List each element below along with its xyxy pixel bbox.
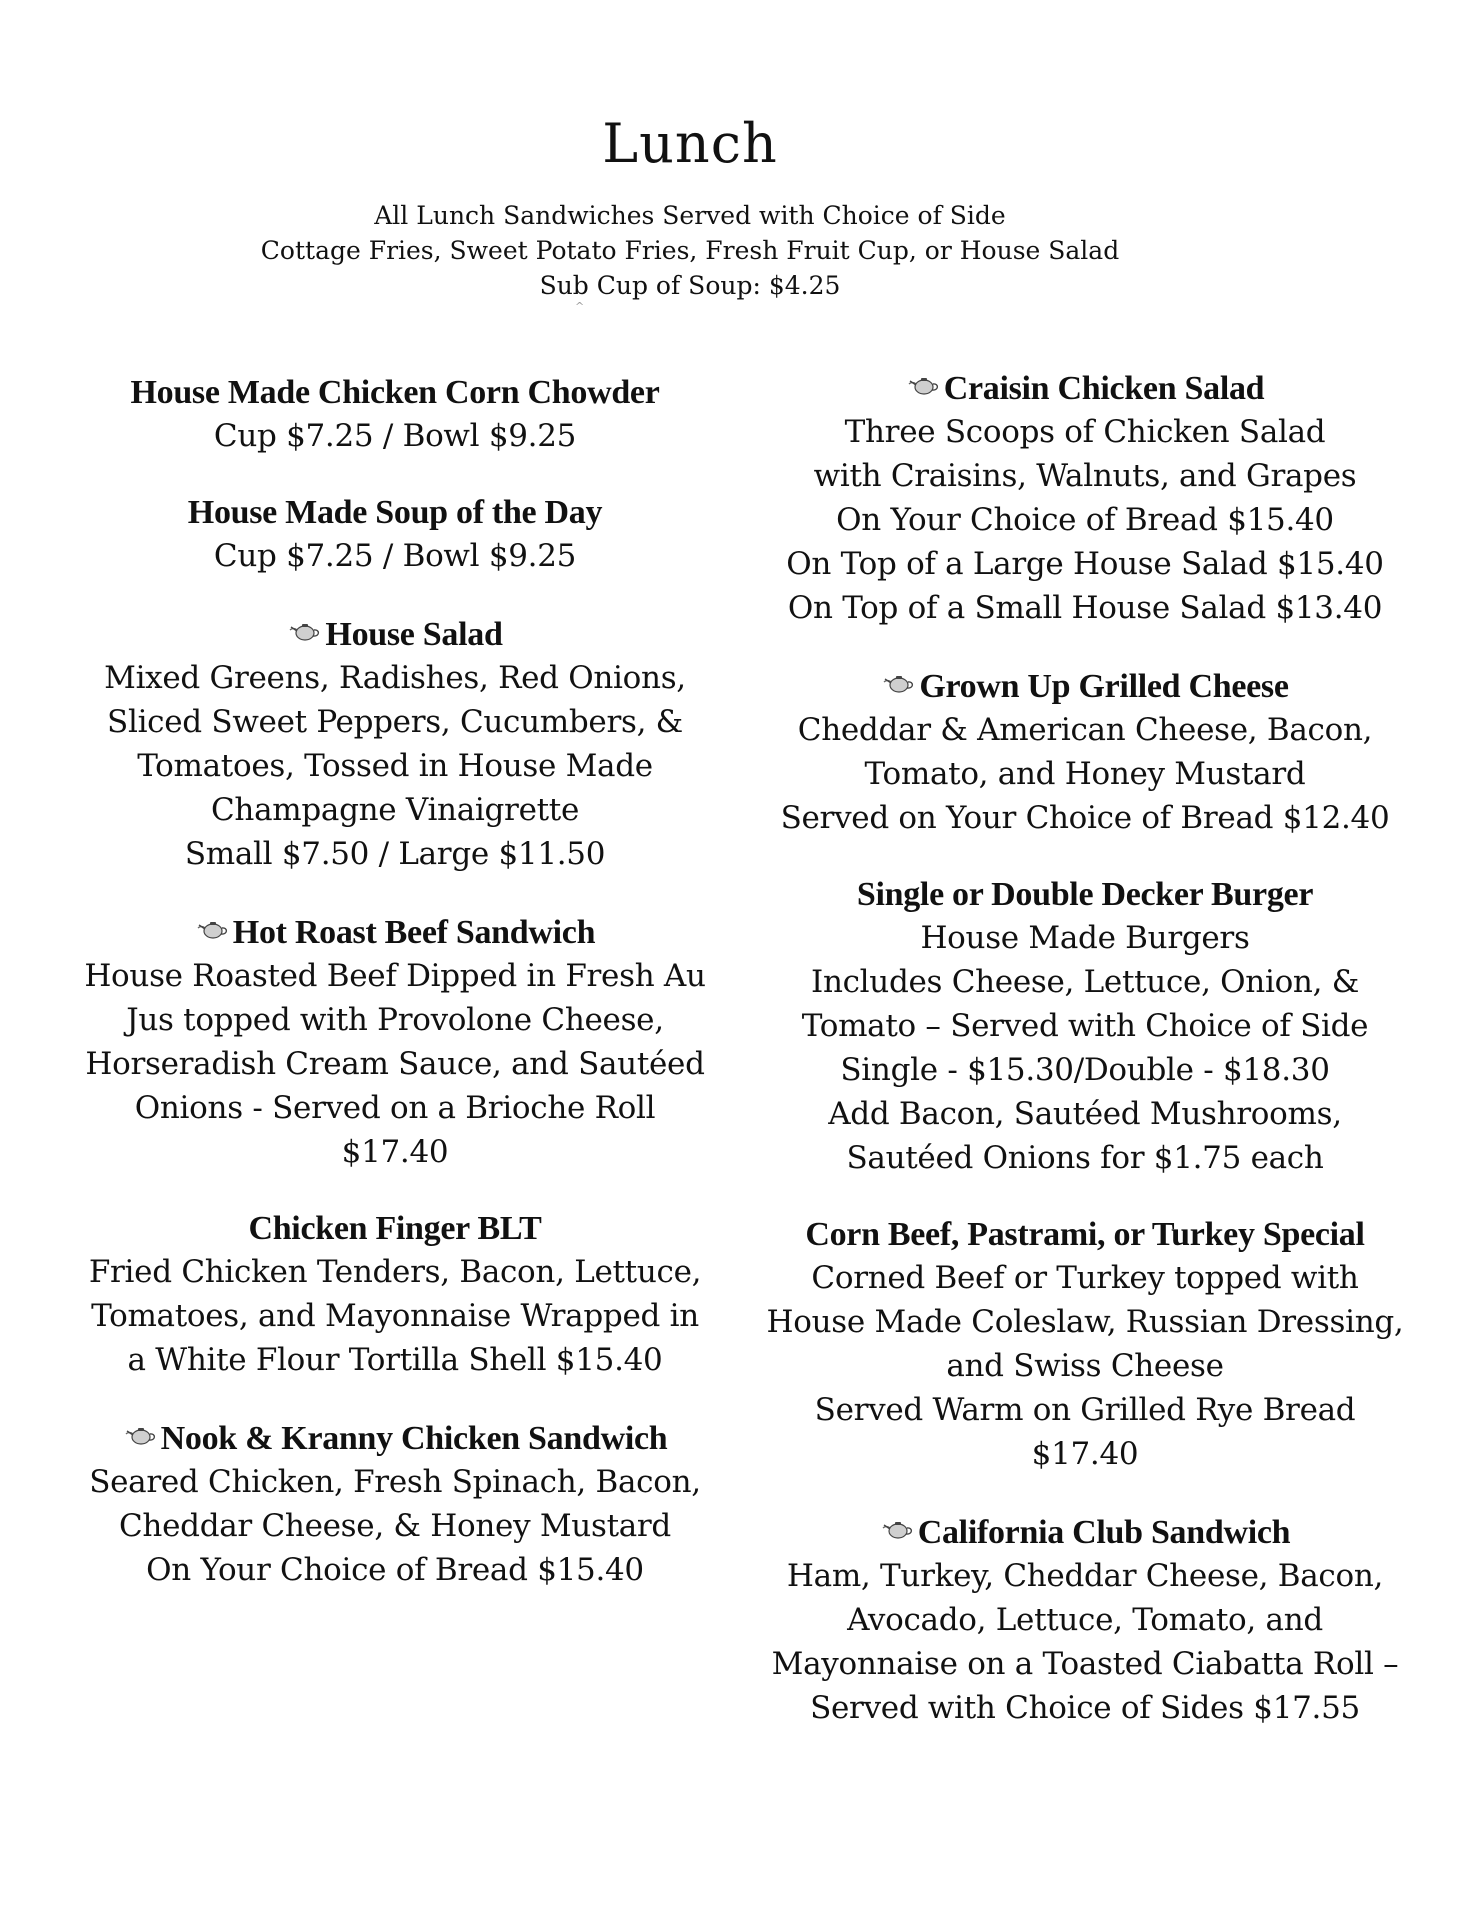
teapot-icon xyxy=(881,664,917,686)
menu-item-description: Tomato – Served with Choice of Side xyxy=(801,1008,1369,1044)
menu-item-description: Single - $15.30/Double - $18.30 xyxy=(840,1052,1330,1088)
menu-item-description: Corned Beef or Turkey topped with xyxy=(811,1260,1359,1296)
menu-item-description: House Roasted Beef Dipped in Fresh Au xyxy=(84,958,706,994)
menu-item-name-text: Chicken Finger BLT xyxy=(248,1210,542,1247)
menu-item-name xyxy=(70,612,720,656)
teapot-icon xyxy=(287,612,323,634)
menu-item-description: Add Bacon, Sautéed Mushrooms, xyxy=(828,1096,1342,1132)
menu-item-description: On Top of a Large House Salad $15.40 xyxy=(786,546,1384,582)
menu-item-description: Served with Choice of Sides $17.55 xyxy=(810,1690,1360,1726)
menu-item xyxy=(70,372,720,458)
menu-item-description: and Swiss Cheese xyxy=(946,1348,1224,1384)
menu-item-name xyxy=(760,366,1410,410)
menu-item-description: Cheddar Cheese, & Honey Mustard xyxy=(119,1508,671,1544)
menu-item-description: On Your Choice of Bread $15.40 xyxy=(836,502,1334,538)
menu-item xyxy=(760,1510,1410,1730)
menu-item-name xyxy=(70,1208,720,1250)
menu-item-name-text: Corn Beef, Pastrami, or Turkey Special xyxy=(805,1216,1365,1253)
menu-item-description: Fried Chicken Tenders, Bacon, Lettuce, xyxy=(88,1254,702,1290)
menu-item-description: Sliced Sweet Peppers, Cucumbers, & xyxy=(107,704,683,740)
menu-item-name-text: Hot Roast Beef Sandwich xyxy=(232,914,596,951)
menu-item-name-text: Single or Double Decker Burger xyxy=(856,876,1314,913)
menu-item-description: with Craisins, Walnuts, and Grapes xyxy=(813,458,1357,494)
teapot-icon xyxy=(880,1510,916,1532)
menu-item xyxy=(760,1214,1410,1476)
menu-item-name xyxy=(70,910,720,954)
left-menu-column xyxy=(70,372,720,1626)
menu-item-name-text: Craisin Chicken Salad xyxy=(943,370,1265,407)
menu-item-description: a White Flour Tortilla Shell $15.40 xyxy=(127,1342,663,1378)
menu-item-description: $17.40 xyxy=(1031,1436,1139,1472)
menu-item-name xyxy=(760,1214,1410,1256)
menu-item-name-text: House Made Chicken Corn Chowder xyxy=(130,374,660,411)
menu-item-description: Ham, Turkey, Cheddar Cheese, Bacon, xyxy=(786,1558,1384,1594)
menu-item-description: Tomatoes, Tossed in House Made xyxy=(137,748,653,784)
menu-item-description: Cup $7.25 / Bowl $9.25 xyxy=(213,418,577,454)
menu-item-description: On Top of a Small House Salad $13.40 xyxy=(787,590,1383,626)
menu-item-description: Sautéed Onions for $1.75 each xyxy=(846,1140,1324,1176)
menu-item xyxy=(70,910,720,1174)
menu-item-description: Mayonnaise on a Toasted Ciabatta Roll – xyxy=(771,1646,1399,1682)
menu-item-description: Tomato, and Honey Mustard xyxy=(864,756,1306,792)
menu-item-description: Served Warm on Grilled Rye Bread xyxy=(814,1392,1356,1428)
menu-item-description: Cheddar & American Cheese, Bacon, xyxy=(797,712,1373,748)
menu-item-name-text: House Salad xyxy=(325,616,503,653)
menu-item-name xyxy=(70,1416,720,1460)
menu-item-description: Served on Your Choice of Bread $12.40 xyxy=(780,800,1390,836)
menu-item-description: On Your Choice of Bread $15.40 xyxy=(146,1552,644,1588)
menu-item-name xyxy=(70,492,720,534)
menu-item-name xyxy=(760,1510,1410,1554)
menu-item-description: Cup $7.25 / Bowl $9.25 xyxy=(213,538,577,574)
subtitle-line: All Lunch Sandwiches Served with Choice of Side xyxy=(374,201,1006,230)
menu-item-description: $17.40 xyxy=(341,1134,449,1170)
menu-item-description: Includes Cheese, Lettuce, Onion, & xyxy=(811,964,1359,1000)
menu-item xyxy=(760,874,1410,1180)
menu-item-name xyxy=(70,372,720,414)
menu-item xyxy=(70,1208,720,1382)
menu-item-name-text: California Club Sandwich xyxy=(917,1514,1291,1551)
teapot-icon xyxy=(906,366,942,388)
menu-item-name-text: House Made Soup of the Day xyxy=(187,494,603,531)
menu-item-description: Three Scoops of Chicken Salad xyxy=(844,414,1326,450)
menu-item-description: Avocado, Lettuce, Tomato, and xyxy=(847,1602,1323,1638)
menu-item-name-text: Nook & Kranny Chicken Sandwich xyxy=(160,1420,668,1457)
teapot-icon xyxy=(123,1416,159,1438)
menu-item-description: House Made Burgers xyxy=(920,920,1250,956)
menu-item-description: Onions - Served on a Brioche Roll xyxy=(134,1090,656,1126)
menu-item-name-text: Grown Up Grilled Cheese xyxy=(919,668,1289,705)
menu-item xyxy=(70,1416,720,1592)
menu-item-description: Mixed Greens, Radishes, Red Onions, xyxy=(104,660,686,696)
right-menu-column xyxy=(760,366,1410,1764)
menu-item-description: House Made Coleslaw, Russian Dressing, xyxy=(766,1304,1404,1340)
menu-item xyxy=(70,612,720,876)
teapot-icon xyxy=(195,910,231,932)
menu-item-name xyxy=(760,664,1410,708)
menu-item xyxy=(70,492,720,578)
menu-item-description: Tomatoes, and Mayonnaise Wrapped in xyxy=(91,1298,699,1334)
menu-item xyxy=(760,664,1410,840)
menu-item-description: Seared Chicken, Fresh Spinach, Bacon, xyxy=(89,1464,701,1500)
menu-item-description: Small $7.50 / Large $11.50 xyxy=(184,836,606,872)
page-title: Lunch xyxy=(602,112,778,175)
subtitle-line: Sub Cup of Soup: $4.25 xyxy=(539,271,841,300)
menu-item xyxy=(760,366,1410,630)
menu-item-description: Jus topped with Provolone Cheese, xyxy=(126,1002,664,1038)
subtitle-line: Cottage Fries, Sweet Potato Fries, Fresh Fruit Cup, or House Salad xyxy=(260,236,1120,265)
menu-item-name xyxy=(760,874,1410,916)
menu-item-description: Champagne Vinaigrette xyxy=(211,792,579,828)
subtitle-divider: ^ xyxy=(575,300,585,313)
menu-item-description: Horseradish Cream Sauce, and Sautéed xyxy=(85,1046,705,1082)
